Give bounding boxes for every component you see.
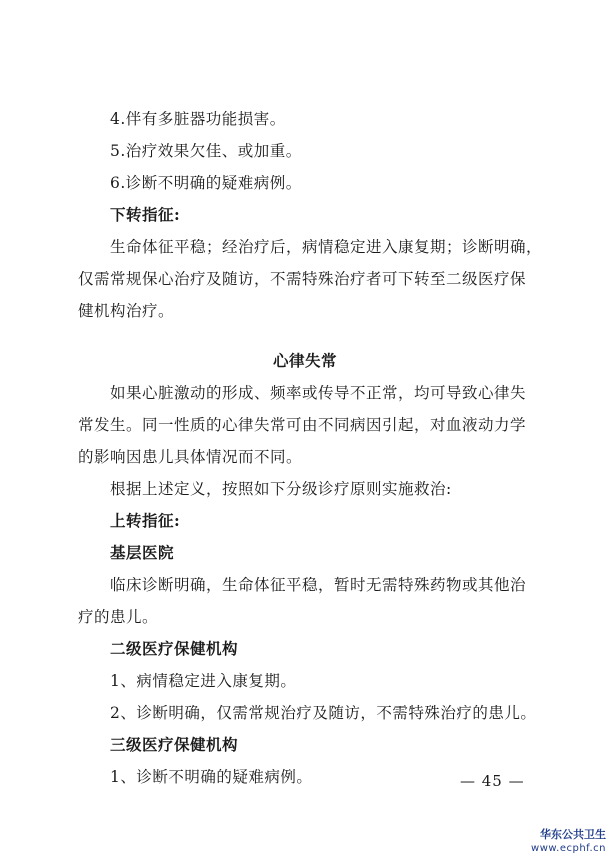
- tertiary-item-1: 1、诊断不明确的疑难病例。: [110, 768, 313, 786]
- secondary-item-2: 2、诊断明确，仅需常规治疗及随访，不需特殊治疗的患儿。: [110, 704, 537, 722]
- section-title: 心律失常: [272, 351, 337, 370]
- watermark-name: 华东公共卫生: [540, 828, 606, 841]
- primary-hospital-heading: 基层医院: [110, 543, 175, 562]
- list-item-6: 6.诊断不明确的疑难病例。: [110, 174, 302, 192]
- intro-line-3: 的影响因患儿具体情况而不同。: [78, 448, 303, 466]
- list-item-4: 4.伴有多脏器功能损害。: [110, 110, 286, 128]
- down-referral-line-3: 健机构治疗。: [78, 302, 175, 320]
- down-referral-line-1: 生命体征平稳；经治疗后，病情稳定进入康复期；诊断明确，: [110, 238, 543, 256]
- page-number: — 45 —: [460, 772, 525, 790]
- principle-text: 根据上述定义，按照如下分级诊疗原则实施救治:: [110, 480, 452, 498]
- watermark-url: www.ecphf.cn: [531, 843, 606, 854]
- down-referral-heading: 下转指征:: [110, 205, 181, 224]
- tertiary-heading: 三级医疗保健机构: [110, 735, 239, 754]
- intro-line-1: 如果心脏激动的形成、频率或传导不正常，均可导致心律失: [110, 384, 527, 402]
- up-referral-heading: 上转指征:: [110, 511, 181, 530]
- down-referral-line-2: 仅需常规保心治疗及随访，不需特殊治疗者可下转至二级医疗保: [78, 270, 527, 288]
- secondary-heading: 二级医疗保健机构: [110, 639, 239, 658]
- site-watermark: [531, 828, 606, 856]
- list-item-5: 5.治疗效果欠佳、或加重。: [110, 142, 302, 160]
- primary-line-1: 临床诊断明确，生命体征平稳，暂时无需特殊药物或其他治: [110, 576, 527, 594]
- secondary-item-1: 1、病情稳定进入康复期。: [110, 672, 297, 690]
- primary-line-2: 疗的患儿。: [78, 608, 159, 626]
- intro-line-2: 常发生。同一性质的心律失常可由不同病因引起，对血液动力学: [78, 416, 527, 434]
